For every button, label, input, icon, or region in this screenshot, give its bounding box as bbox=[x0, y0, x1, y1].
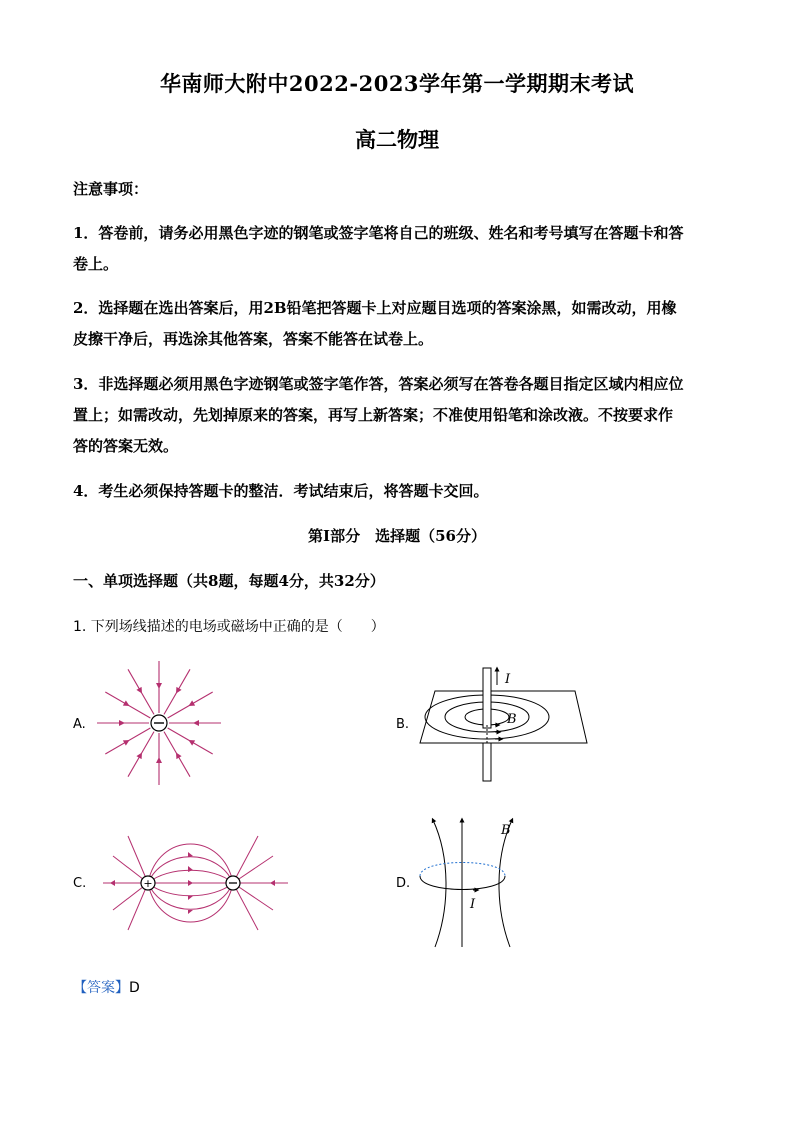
field-arrow bbox=[187, 737, 195, 745]
field-arrow bbox=[187, 700, 195, 708]
field-arrow bbox=[123, 737, 131, 745]
field-arrow bbox=[156, 683, 162, 689]
field-arrow bbox=[173, 687, 181, 695]
notice-line: 置上；如需改动，先划掉原来的答案，再写上新答案；不准使用铅笔和涂改液。不按要求作 bbox=[73, 406, 674, 424]
notice-line: 1．答卷前，请务必用黑色字迹的钢笔或签字笔将自己的班级、姓名和考号填写在答题卡和答 bbox=[73, 224, 684, 242]
option-b-label: B. bbox=[396, 717, 410, 732]
exam-subject: 高二物理 bbox=[355, 127, 439, 152]
notice-line: 答的答案无效。 bbox=[73, 437, 179, 455]
field-arrow bbox=[123, 700, 131, 708]
field-arrow bbox=[136, 751, 144, 759]
field-arrow bbox=[156, 757, 162, 763]
answer-tag: 【答案】 bbox=[73, 980, 129, 996]
option-a-label: A. bbox=[73, 717, 86, 732]
part-title: 第Ⅰ部分 选择题（56分） bbox=[308, 527, 486, 545]
notice-line: 卷上。 bbox=[73, 255, 119, 273]
field-arrow bbox=[136, 687, 144, 695]
notice-line: 皮擦干净后，再选涂其他答案，答案不能答在试卷上。 bbox=[73, 330, 434, 348]
plus-sign: + bbox=[143, 877, 153, 890]
field-arrow bbox=[119, 720, 125, 726]
question-stem: 1. 下列场线描述的电场或磁场中正确的是（ ） bbox=[73, 619, 385, 635]
notice-heading: 注意事项： bbox=[73, 180, 149, 198]
field-arrow bbox=[193, 720, 199, 726]
current-label: I bbox=[505, 672, 511, 687]
notice-line: 3．非选择题必须用黑色字迹钢笔或签字笔作答，答案必须写在答卷各题目指定区域内相应位 bbox=[73, 375, 684, 393]
option-c-label: C. bbox=[73, 876, 87, 891]
field-arrow bbox=[173, 751, 181, 759]
field-label: B bbox=[507, 712, 517, 727]
answer-line bbox=[73, 977, 140, 997]
field-label-d: B bbox=[501, 823, 511, 838]
notice-line: 2．选择题在选出答案后，用2B铅笔把答题卡上对应题目选项的答案涂黑，如需改动，用橡 bbox=[73, 299, 677, 317]
section-title: 一、单项选择题（共8题，每题4分，共32分） bbox=[73, 572, 385, 590]
exam-title: 华南师大附中2022-2023学年第一学期期末考试 bbox=[159, 71, 635, 96]
notice-line: 4．考生必须保持答题卡的整洁．考试结束后，将答题卡交回。 bbox=[73, 482, 489, 500]
option-d-label: D. bbox=[396, 876, 411, 891]
figure-d-current-loop bbox=[415, 812, 530, 952]
figure-a-negative-charge bbox=[95, 655, 230, 790]
answer-value: D bbox=[129, 980, 140, 996]
figure-c-dipole bbox=[93, 826, 298, 941]
current-label-d: I bbox=[470, 897, 476, 912]
figure-b-straight-wire bbox=[415, 663, 590, 788]
